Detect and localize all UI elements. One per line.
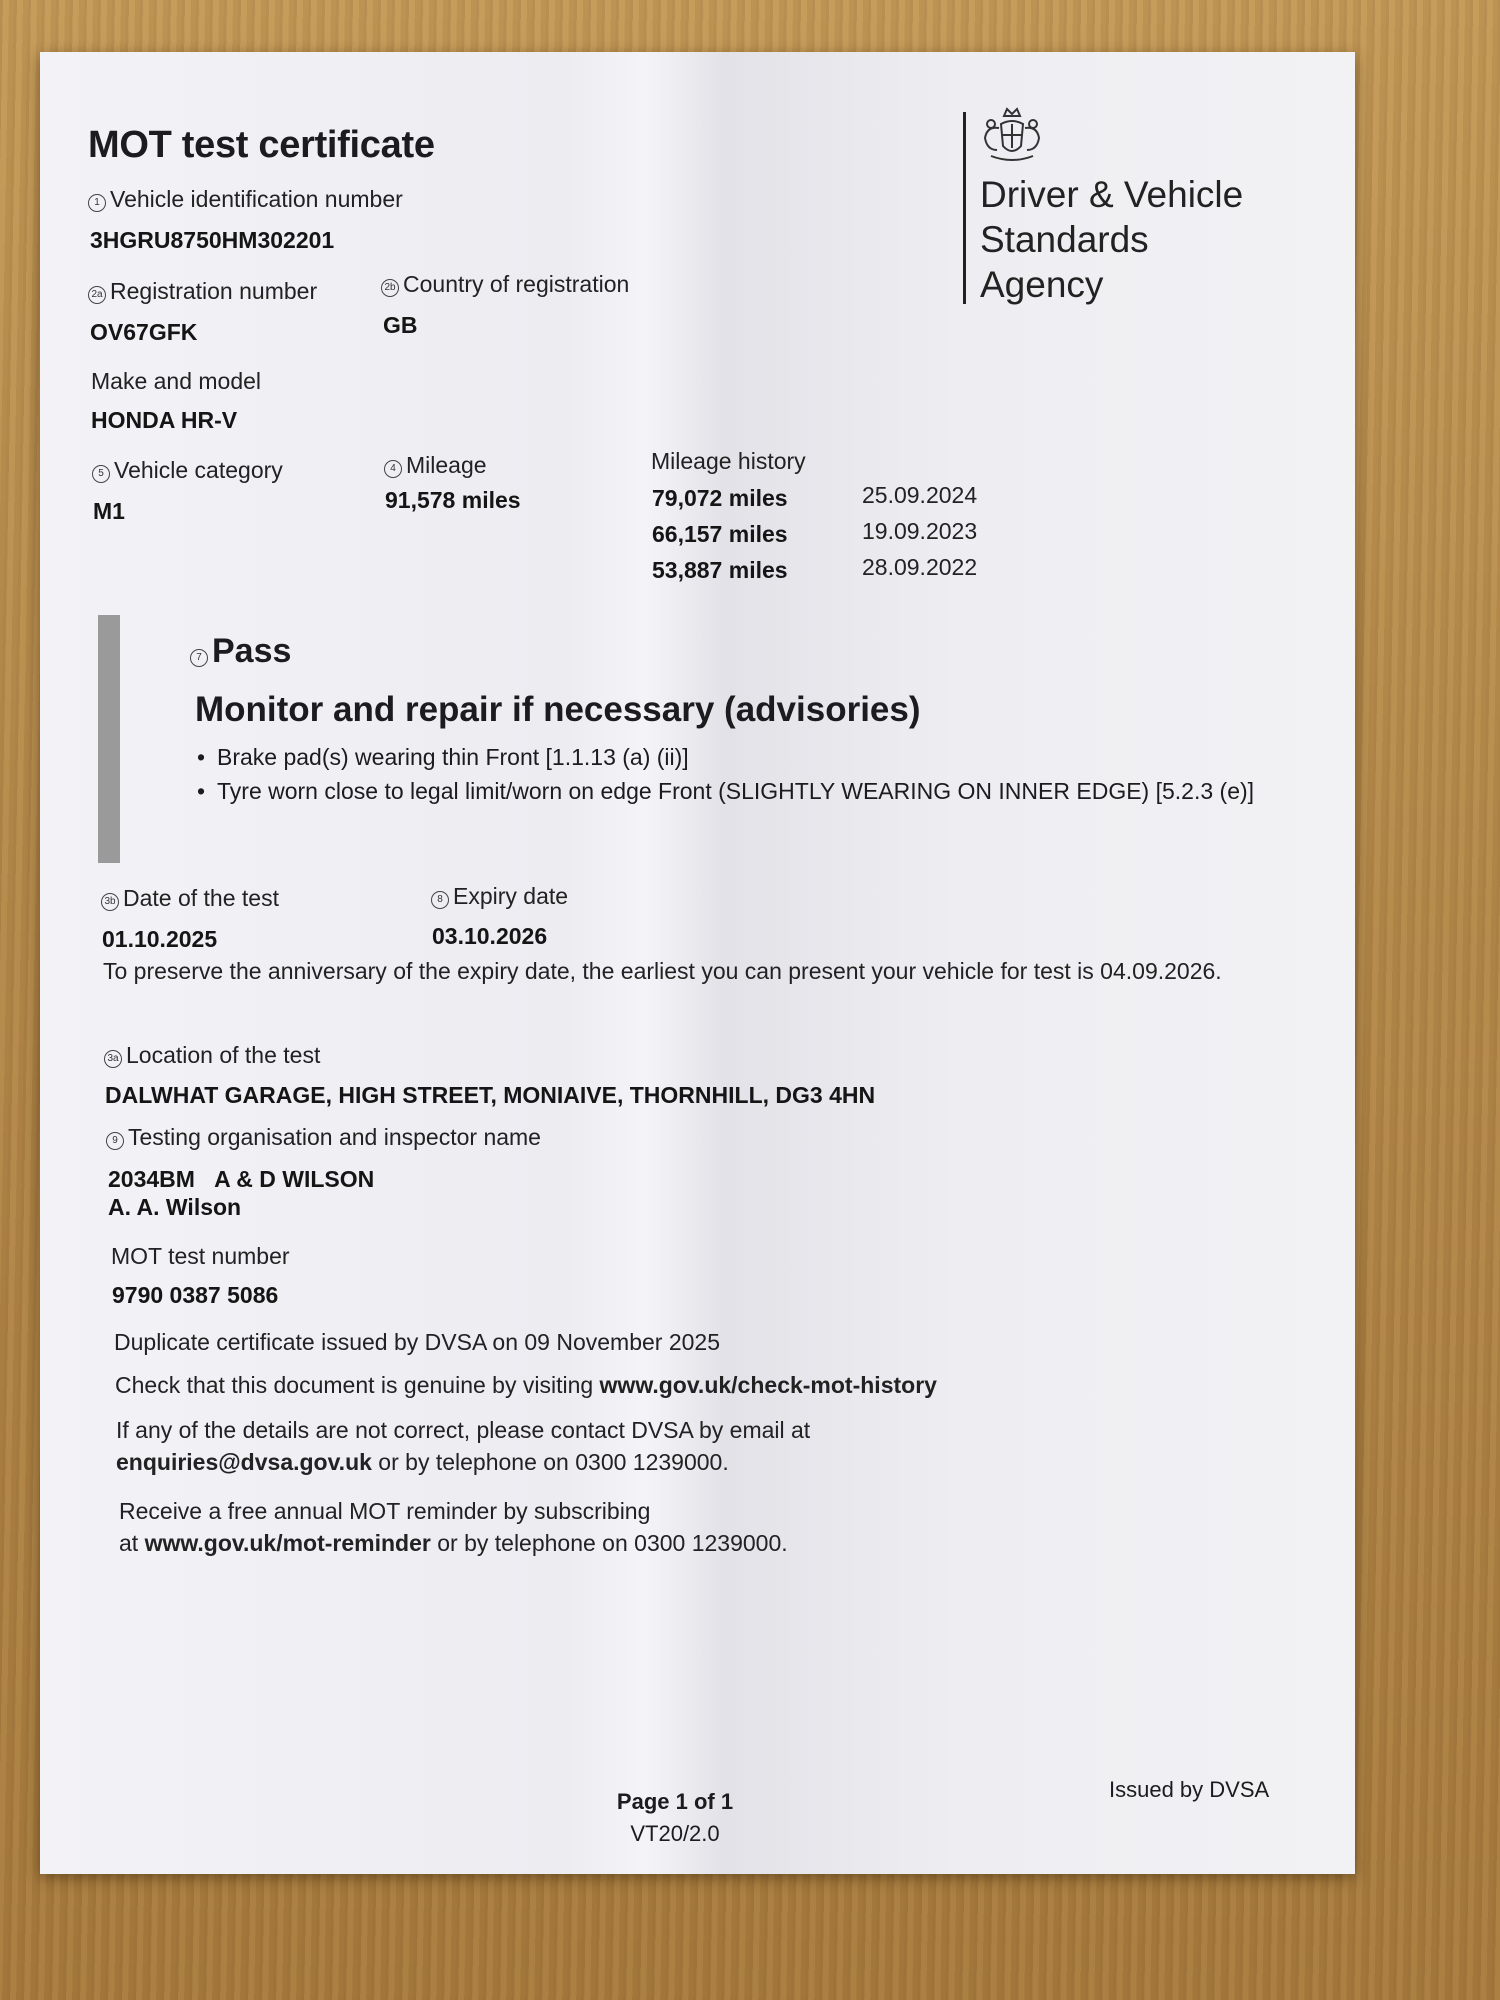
check-mot-history-link[interactable]: www.gov.uk/check-mot-history [599,1372,937,1398]
document-title: MOT test certificate [88,124,435,166]
location-label [104,1042,320,1069]
page-number: Page 1 of 1 [616,1789,734,1814]
mileage-history-miles-2: 66,157 miles [652,521,788,547]
reminder-note [119,1495,788,1559]
mileage-label [384,452,487,479]
mileage-value: 91,578 miles [385,487,521,513]
check-note [115,1369,937,1401]
country-label-text: Country of registration [403,271,630,297]
contact-note-line-2: or by telephone on 0300 1239000. [371,1449,729,1475]
field-number-badge: 3b [101,893,119,911]
country-value: GB [383,312,418,338]
anniversary-note: To preserve the anniversary of the expiry date, the earliest you can present your vehicle for test is 04.09.2026. [103,958,1222,984]
make-model-label: Make and model [91,368,262,394]
reminder-note-line-1: Receive a free annual MOT reminder by subscribing [119,1498,651,1524]
tester-org [108,1166,374,1193]
reminder-suffix: or by telephone on 0300 1239000. [430,1530,788,1556]
vin-label [88,186,403,213]
field-number-badge: 5 [92,465,110,483]
contact-note-line-1: If any of the details are not correct, please contact DVSA by email at [116,1417,811,1443]
agency-divider [963,112,966,304]
pass-result-text: Pass [212,632,292,670]
country-label [381,271,629,298]
test-date-label [101,885,279,912]
mileage-history-date-2: 19.09.2023 [862,518,978,544]
tester-org-code: 2034BM [108,1166,195,1192]
contact-note [116,1414,810,1478]
category-label-text: Vehicle category [114,457,283,483]
mileage-history-miles-3: 53,887 miles [652,557,788,583]
category-value: M1 [93,498,125,524]
expiry-date-label [431,883,568,910]
mileage-label-text: Mileage [406,452,487,478]
form-reference: VT20/2.0 [630,1821,720,1846]
vin-label-text: Vehicle identification number [110,186,403,212]
agency-line-1: Driver & Vehicle [980,174,1244,215]
field-number-badge: 2b [381,279,399,297]
check-note-text: Check that this document is genuine by visiting [115,1372,600,1398]
pass-indicator-bar [98,615,120,863]
registration-label [88,278,317,305]
certificate-paper [40,52,1355,1874]
duplicate-note: Duplicate certificate issued by DVSA on 09 November 2025 [114,1329,720,1355]
category-label [92,457,283,484]
test-number-label: MOT test number [111,1243,290,1269]
expiry-date-value: 03.10.2026 [432,923,548,949]
advisory-item: • Tyre worn close to legal limit/worn on edge Front (SLIGHTLY WEARING ON INNER EDGE) [5.2.3 (e)] [197,778,1287,805]
registration-label-text: Registration number [110,278,318,304]
field-number-badge: 7 [190,649,208,667]
make-model-value: HONDA HR-V [91,407,238,433]
reminder-prefix: at [119,1530,145,1556]
field-number-badge: 8 [431,891,449,909]
mileage-history-miles-1: 79,072 miles [652,485,788,511]
test-date-label-text: Date of the test [123,885,279,911]
vin-value: 3HGRU8750HM302201 [90,227,335,253]
mot-reminder-link[interactable]: www.gov.uk/mot-reminder [144,1530,431,1556]
field-number-badge: 4 [384,460,402,478]
tester-label [106,1124,541,1151]
test-date-value: 01.10.2025 [102,926,218,952]
advisory-item: • Brake pad(s) wearing thin Front [1.1.13 (a) (ii)] [197,744,1287,771]
test-number-value: 9790 0387 5086 [112,1282,279,1308]
pass-result [190,632,291,671]
mileage-history-date-1: 25.09.2024 [862,482,978,508]
expiry-date-label-text: Expiry date [453,883,569,909]
advisories-list [197,744,1287,812]
agency-name [980,172,1243,307]
contact-email-link[interactable]: enquiries@dvsa.gov.uk [116,1449,372,1475]
issued-by: Issued by DVSA [1109,1777,1270,1802]
field-number-badge: 1 [88,194,106,212]
agency-line-3: Agency [980,264,1104,305]
advisories-heading: Monitor and repair if necessary (advisories) [195,690,921,729]
tester-org-name: A & D WILSON [214,1166,375,1192]
page-footer [600,1786,750,1850]
tester-inspector: A. A. Wilson [108,1194,242,1220]
field-number-badge: 9 [106,1132,124,1150]
registration-value: OV67GFK [90,319,198,345]
mileage-history-date-3: 28.09.2022 [862,554,978,580]
agency-line-2: Standards [980,219,1149,260]
field-number-badge: 2a [88,286,106,304]
mileage-history-label: Mileage history [651,448,806,474]
location-value: DALWHAT GARAGE, HIGH STREET, MONIAIVE, THORNHILL, DG3 4HN [105,1082,876,1108]
field-number-badge: 3a [104,1050,122,1068]
location-label-text: Location of the test [126,1042,321,1068]
tester-label-text: Testing organisation and inspector name [128,1124,541,1150]
royal-crest-icon [977,104,1047,174]
